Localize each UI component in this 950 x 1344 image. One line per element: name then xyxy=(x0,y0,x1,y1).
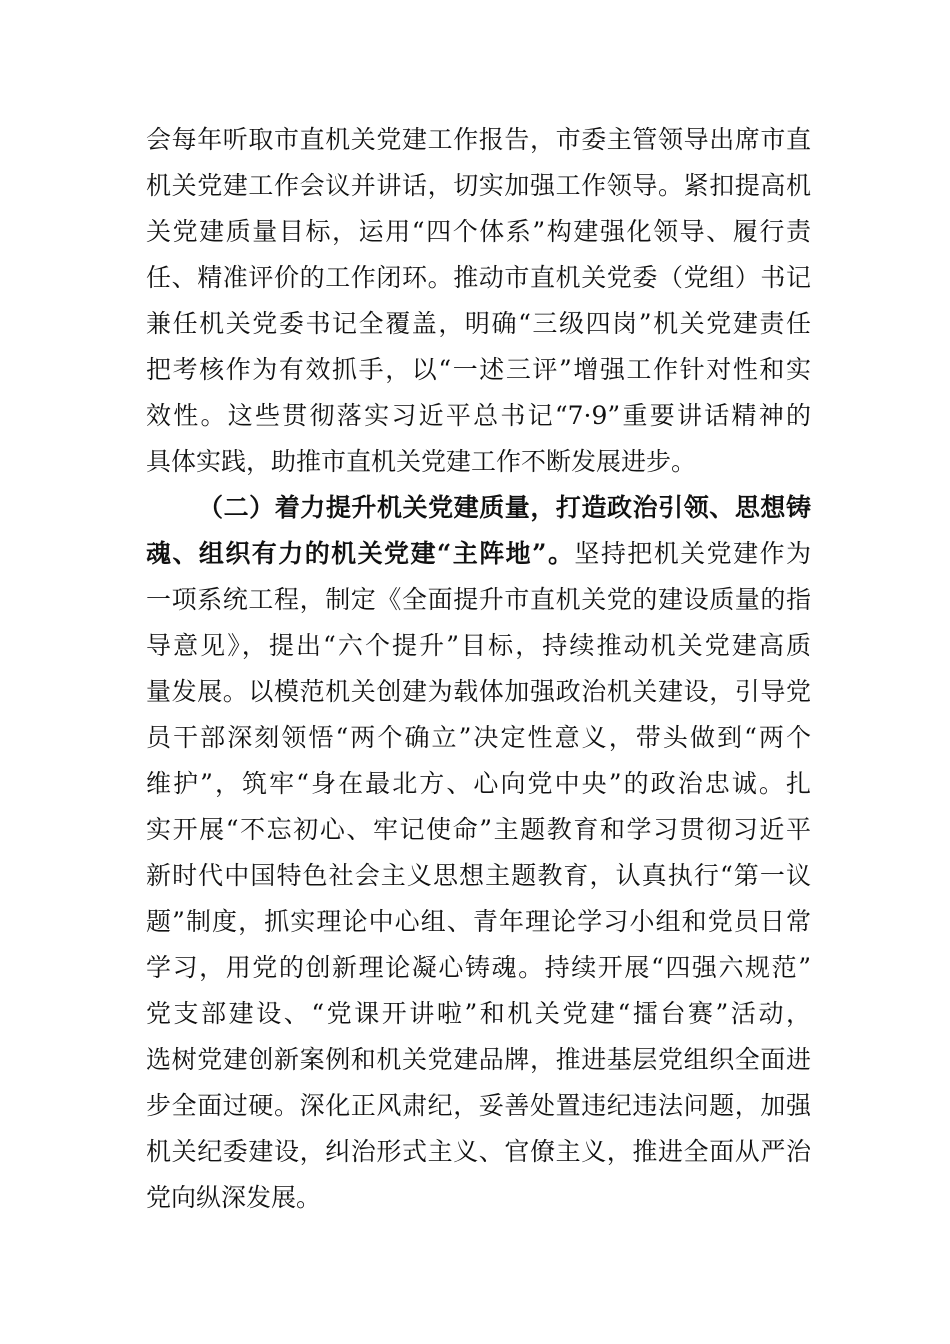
text-line: 具体实践，助推市直机关党建工作不断发展进步。 xyxy=(146,447,697,476)
text-line: 党向纵深发展。 xyxy=(146,1183,322,1212)
text-line: 实开展“不忘初心、牢记使命”主题教育和学习贯彻习近平 xyxy=(146,815,811,844)
text-span: 坚持把机关党建作为 xyxy=(574,539,811,568)
text-line: 兼任机关党委书记全覆盖，明确“三级四岗”机关党建责任 xyxy=(146,309,811,338)
text-line: 新时代中国特色社会主义思想主题教育，认真执行“第一议 xyxy=(146,861,811,890)
text-line xyxy=(146,531,811,577)
text-line: 机关党建工作会议并讲话，切实加强工作领导。紧扣提高机 xyxy=(146,171,811,200)
text-line: 维护”，筑牢“身在最北方、心向党中央”的政治忠诚。扎 xyxy=(146,769,811,798)
text-line: 一项系统工程，制定《全面提升市直机关党的建设质量的指 xyxy=(146,585,811,614)
text-line: 学习，用党的创新理论凝心铸魂。持续开展“四强六规范” xyxy=(146,953,811,982)
text-line: 员干部深刻领悟“两个确立”决定性意义，带头做到“两个 xyxy=(146,723,811,752)
paragraph-2 xyxy=(146,485,811,1221)
body-text xyxy=(146,117,811,1221)
text-line: 把考核作为有效抓手，以“一述三评”增强工作针对性和实 xyxy=(146,355,811,384)
text-line: 题”制度，抓实理论中心组、青年理论学习小组和党员日常 xyxy=(146,907,811,936)
section-heading: （二）着力提升机关党建质量，打造政治引领、思想铸 xyxy=(198,493,811,522)
text-line: 机关纪委建设，纠治形式主义、官僚主义，推进全面从严治 xyxy=(146,1137,811,1166)
section-heading-continued: 魂、组织有力的机关党建“主阵地”。 xyxy=(146,539,575,568)
paragraph-1 xyxy=(146,117,811,485)
text-line: 关党建质量目标，运用“四个体系”构建强化领导、履行责 xyxy=(146,217,811,246)
text-line: 步全面过硬。深化正风肃纪，妥善处置违纪违法问题，加强 xyxy=(146,1091,811,1120)
text-line: 任、精准评价的工作闭环。推动市直机关党委（党组）书记 xyxy=(146,263,811,292)
text-line: 量发展。以模范机关创建为载体加强政治机关建设，引导党 xyxy=(146,677,811,706)
text-line: 效性。这些贯彻落实习近平总书记“7·9”重要讲话精神的 xyxy=(146,401,811,430)
text-line: 党支部建设、“党课开讲啦”和机关党建“擂台赛”活动， xyxy=(146,999,811,1028)
text-line: 选树党建创新案例和机关党建品牌，推进基层党组织全面进 xyxy=(146,1045,811,1074)
text-line: 会每年听取市直机关党建工作报告，市委主管领导出席市直 xyxy=(146,125,811,154)
text-line: 导意见》，提出“六个提升”目标，持续推动机关党建高质 xyxy=(146,631,811,660)
